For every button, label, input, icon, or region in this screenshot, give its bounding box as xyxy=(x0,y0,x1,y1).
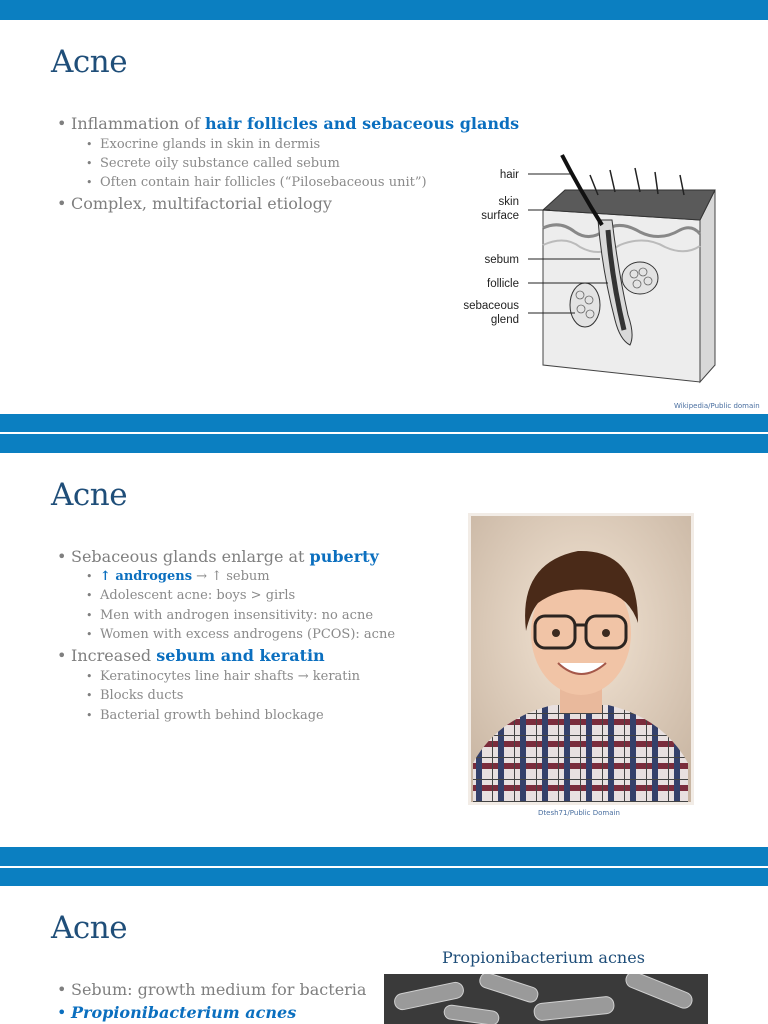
bullet: • Propionibacterium acnes xyxy=(57,1003,297,1022)
slide-title: Acne xyxy=(51,44,128,80)
slide-top-bar xyxy=(0,868,768,886)
label-sebaceous: sebaceous xyxy=(463,300,519,312)
highlight-text: sebum and keratin xyxy=(156,646,325,665)
slide-title: Acne xyxy=(51,910,128,946)
sub-bullet: • Exocrine glands in skin in dermis xyxy=(86,137,321,152)
label-hair: hair xyxy=(499,169,519,181)
slide-3 xyxy=(0,868,768,1024)
sub-bullet: • ↑ androgens → ↑ sebum xyxy=(86,569,270,584)
slide-2 xyxy=(0,434,768,866)
sub-bullet: • Bacterial growth behind blockage xyxy=(86,708,324,723)
sub-bullet: • Blocks ducts xyxy=(86,688,184,703)
sub-bullet: • Men with androgen insensitivity: no acne xyxy=(86,608,374,623)
image-caption: Propionibacterium acnes xyxy=(442,948,645,967)
slide-top-bar xyxy=(0,434,768,453)
sub-bullet: • Secrete oily substance called sebum xyxy=(86,156,340,171)
image-credit: Dtesh71/Public Domain xyxy=(538,809,620,817)
bacteria-micrograph xyxy=(384,974,708,1024)
highlight-text: androgens xyxy=(115,569,193,584)
sub-bullet: • Women with excess androgens (PCOS): acne xyxy=(86,627,396,642)
bullet: • Complex, multifactorial etiology xyxy=(57,194,332,213)
bullet: • Inflammation of hair follicles and sebaceous glands xyxy=(57,114,520,133)
sub-bullet: • Keratinocytes line hair shafts → keratin xyxy=(86,669,361,684)
portrait-photo xyxy=(468,513,694,805)
sub-bullet: • Often contain hair follicles (“Pilosebaceous unit”) xyxy=(86,175,427,190)
highlight-text: puberty xyxy=(309,547,379,566)
skin-diagram xyxy=(440,150,760,390)
slide-bottom-bar xyxy=(0,414,768,432)
label-skin: skin xyxy=(498,196,519,208)
bullet: • Increased sebum and keratin xyxy=(57,646,325,665)
label-follicle: follicle xyxy=(487,278,519,290)
bullet: • Sebaceous glands enlarge at puberty xyxy=(57,547,379,566)
highlight-text: Propionibacterium acnes xyxy=(71,1003,297,1022)
label-surface: surface xyxy=(481,210,519,222)
sub-bullet: • Adolescent acne: boys > girls xyxy=(86,588,296,603)
slide-bottom-bar xyxy=(0,847,768,866)
image-credit: Wikipedia/Public domain xyxy=(674,402,760,410)
label-sebum: sebum xyxy=(484,254,519,266)
bullet: • Sebum: growth medium for bacteria xyxy=(57,980,367,999)
slide-1 xyxy=(0,0,768,432)
slide-top-bar xyxy=(0,0,768,20)
label-gland: glend xyxy=(490,314,519,326)
highlight-text: hair follicles and sebaceous glands xyxy=(204,114,520,133)
slide-title: Acne xyxy=(51,477,128,513)
